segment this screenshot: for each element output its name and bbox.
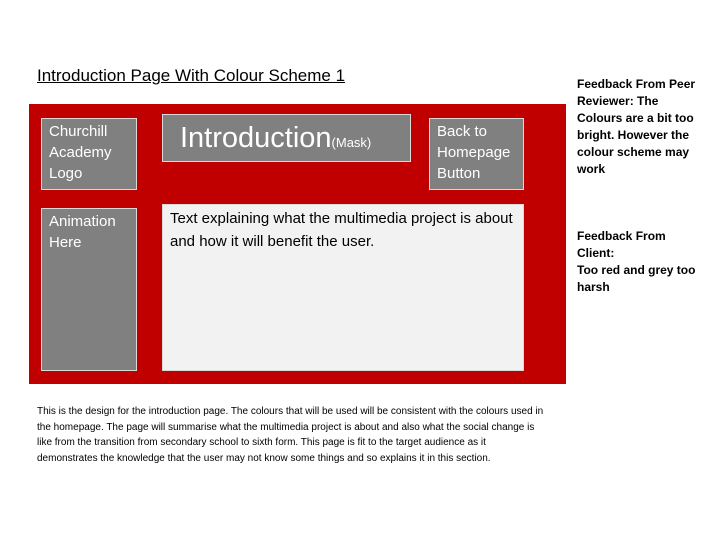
peer-feedback-line: Colours are a bit too: [577, 111, 694, 125]
intro-title: Introduction: [180, 122, 332, 154]
client-feedback-line: harsh: [577, 280, 610, 294]
intro-title-box: [162, 114, 411, 162]
back-button-text-line: Button: [437, 165, 481, 182]
peer-feedback-line: work: [577, 162, 606, 176]
explanation-text-box: Text explaining what the multimedia project is about and how it will benefit the user.: [162, 204, 524, 371]
peer-feedback-line: colour scheme may: [577, 145, 690, 159]
animation-text-line: Animation: [49, 213, 116, 230]
animation-placeholder: [41, 208, 137, 371]
logo-text-line: Churchill: [49, 123, 108, 140]
page-title: Introduction Page With Colour Scheme 1: [37, 66, 346, 85]
client-feedback-line: Too red and grey too: [577, 263, 696, 277]
client-feedback-line: Client:: [577, 246, 615, 260]
logo-text-line: Academy: [49, 144, 112, 161]
peer-feedback: [577, 76, 707, 178]
logo-text-line: Logo: [49, 165, 83, 182]
peer-feedback-line: Feedback From Peer: [577, 77, 696, 91]
intro-subtitle: (Mask): [331, 135, 372, 150]
back-button-text-line: Homepage: [437, 144, 511, 161]
logo-placeholder: [41, 118, 137, 190]
page-mockup: [29, 104, 566, 384]
client-feedback-line: Feedback From: [577, 229, 666, 243]
peer-feedback-line: bright. However the: [577, 128, 690, 142]
back-to-homepage-button[interactable]: [429, 118, 524, 190]
peer-feedback-line: Reviewer: The: [577, 94, 659, 108]
back-button-text-line: Back to: [437, 123, 488, 140]
client-feedback: [577, 228, 707, 296]
animation-text-line: Here: [49, 234, 82, 251]
design-description: This is the design for the introduction page. The colours that will be used will be consistent with the colours used in the homepage. The page will summarise what the multimedia project is about and also what the social change is like from the transition from secondary school to sixth form. This page is fit to the target audience as it demonstrates the knowledge that the user may not know some things and so explains it in this section.: [37, 406, 544, 464]
